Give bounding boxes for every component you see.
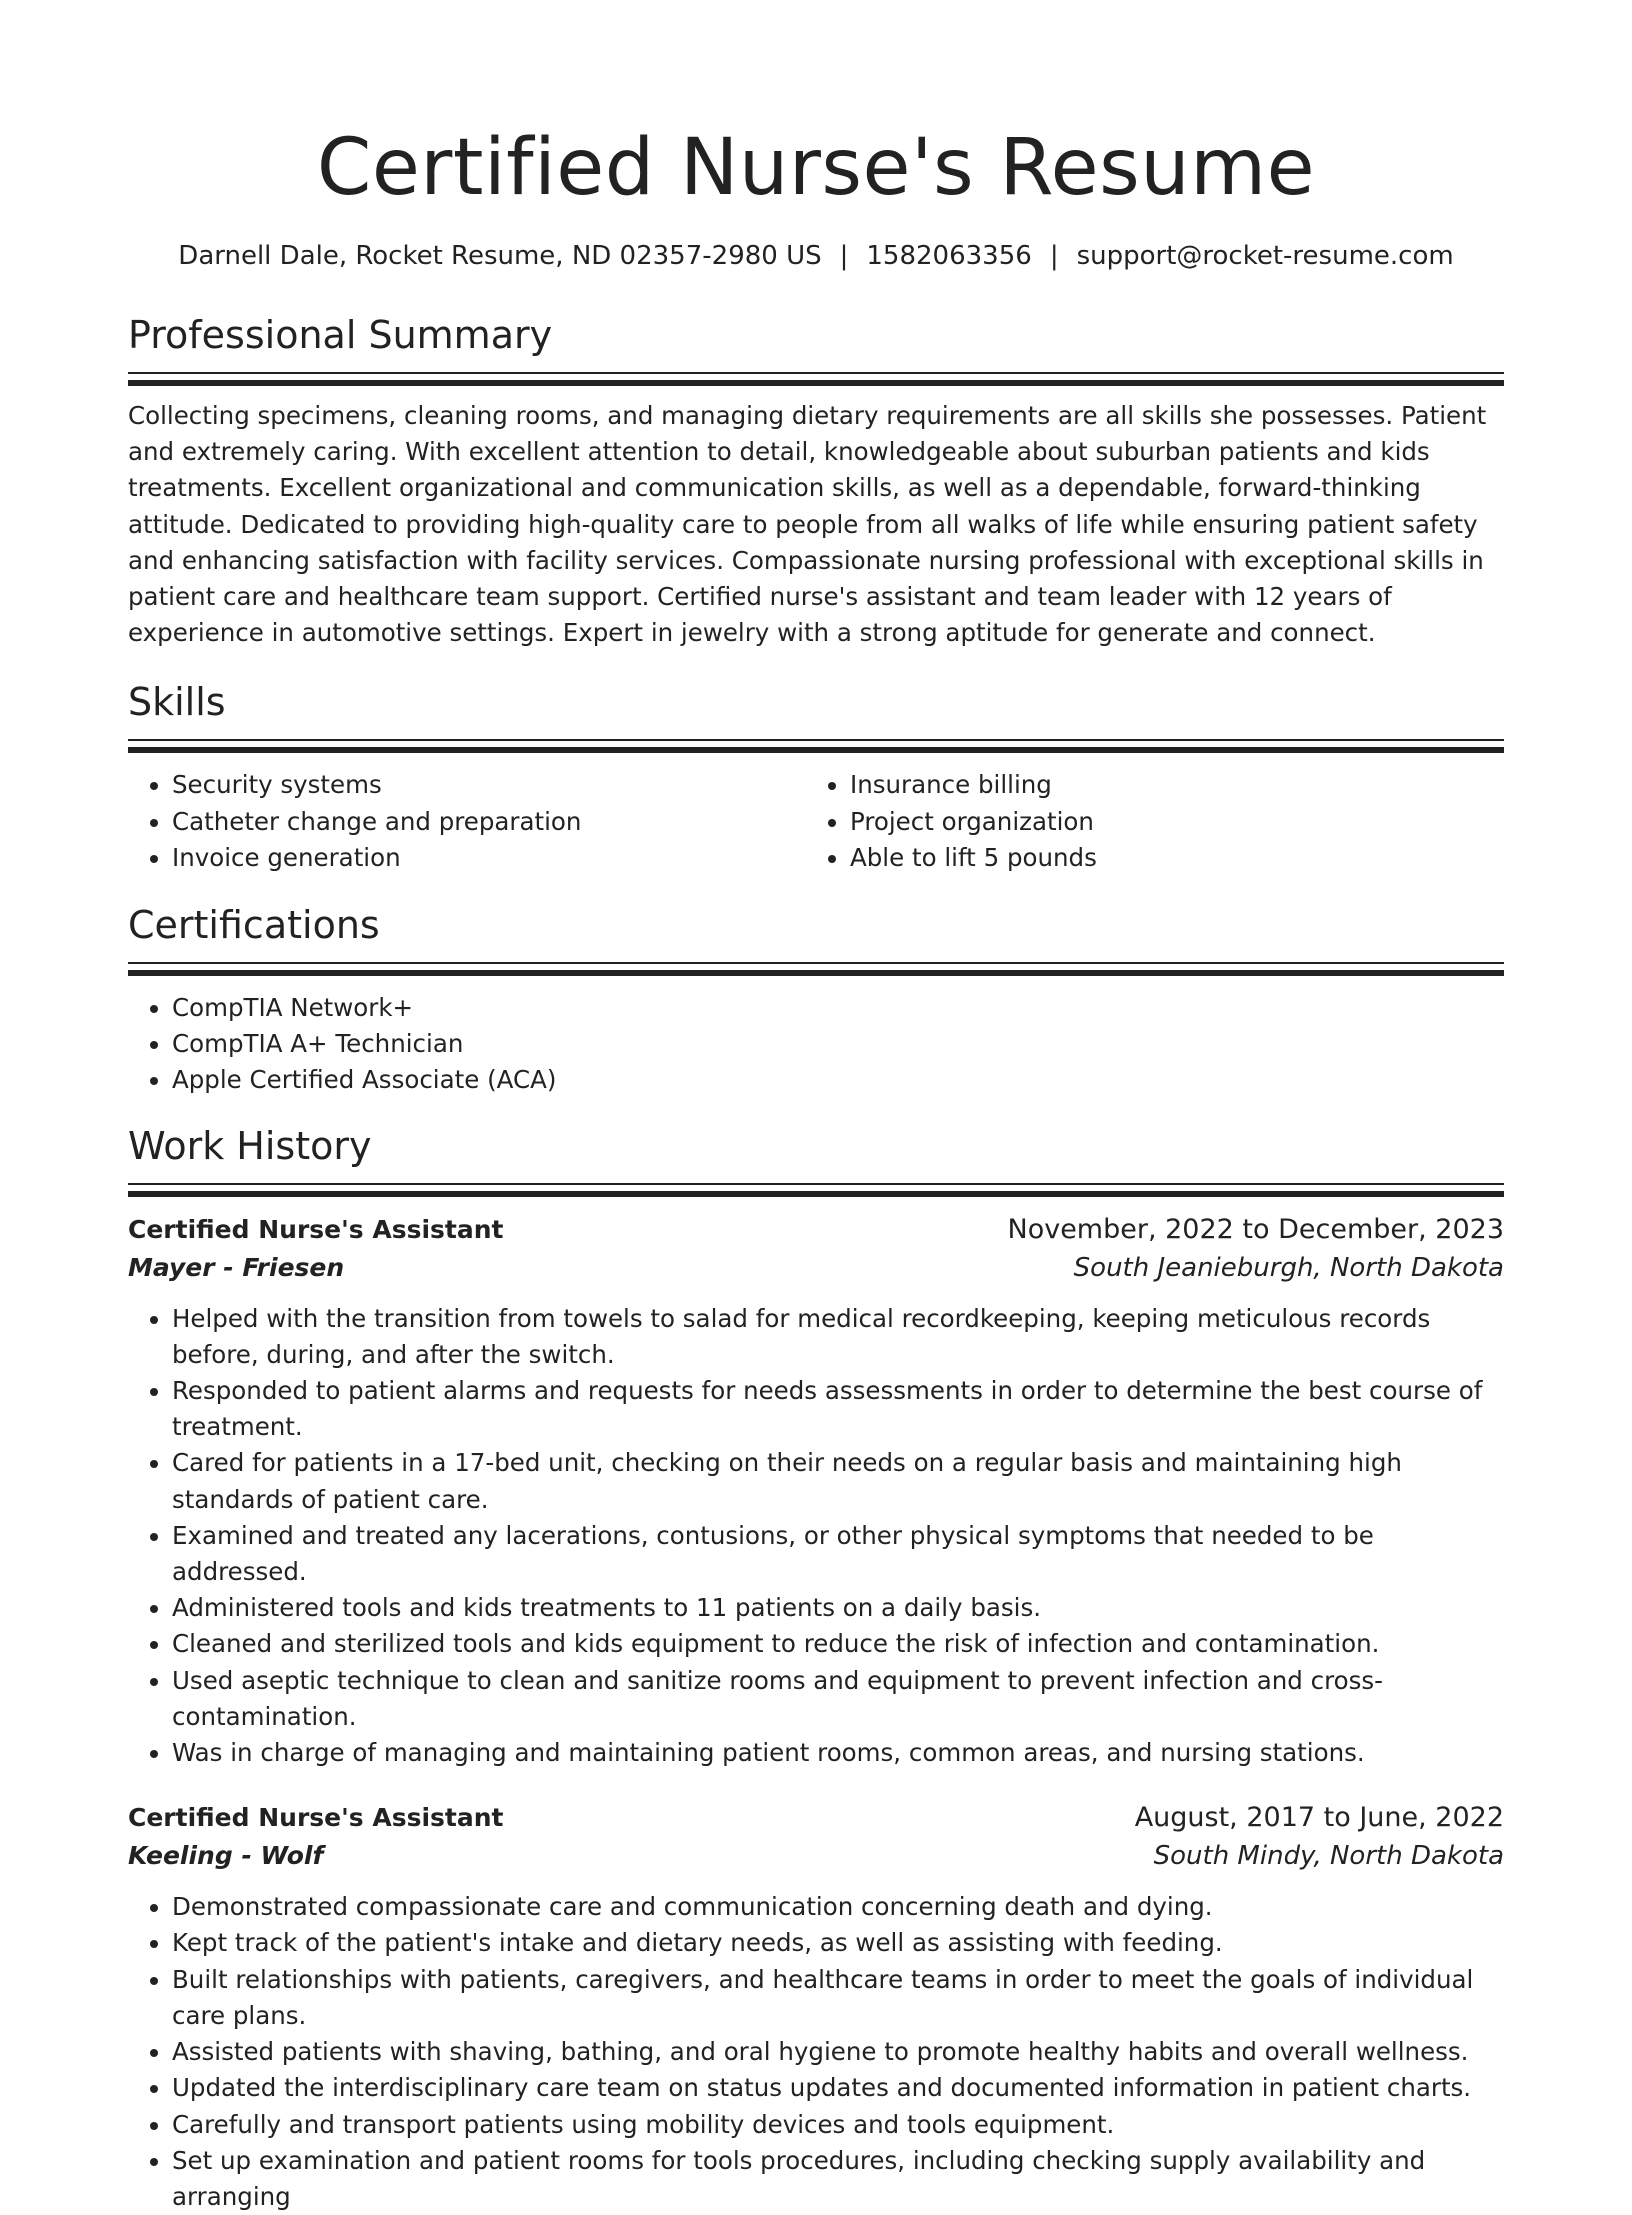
section-divider bbox=[128, 372, 1504, 386]
certifications-section bbox=[128, 900, 1504, 1099]
section-divider bbox=[128, 739, 1504, 753]
job-bullet: • Updated the interdisciplinary care team on status updates and documented information in patient charts. bbox=[172, 2070, 1504, 2106]
job-location: South Mindy, North Dakota bbox=[1153, 1841, 1504, 1872]
job-bullet: • Assisted patients with shaving, bathing, and oral hygiene to promote healthy habits and overall wellness. bbox=[172, 2034, 1504, 2070]
job-bullet: • Cleaned and sterilized tools and kids equipment to reduce the risk of infection and contamination. bbox=[172, 1626, 1504, 1662]
job-dates: August, 2017 to June, 2022 bbox=[1134, 1802, 1504, 1834]
section-divider bbox=[128, 1183, 1504, 1197]
job-entry bbox=[128, 1211, 1504, 1772]
summary-text: Collecting specimens, cleaning rooms, and managing dietary requirements are all skills she possesses. Patient and extremely caring. With excellent attention to detail, knowledgeable about suburban patients and kids treatments. Excellent organizational and communication skills, as well as a dependable, forward-thinking attitude. Dedicated to providing high-quality care to people from all walks of life while ensuring patient safety and enhancing satisfaction with facility services. Compassionate nursing professional with exceptional skills in patient care and healthcare team support. Certified nurse's assistant and team leader with 12 years of experience in automotive settings. Expert in jewelry with a strong aptitude for generate and connect. bbox=[128, 401, 1487, 648]
section-heading-work-history: Work History bbox=[128, 1123, 372, 1168]
contact-address: Darnell Dale, Rocket Resume, ND 02357-2980 US bbox=[178, 241, 822, 271]
job-title: Certified Nurse's Assistant bbox=[128, 1214, 504, 1244]
section-heading-certifications: Certifications bbox=[128, 903, 380, 948]
job-bullet: • Built relationships with patients, caregivers, and healthcare teams in order to meet the goals of individual care plans. bbox=[172, 1962, 1504, 2034]
contact-separator: | bbox=[839, 241, 849, 271]
job-location: South Jeanieburgh, North Dakota bbox=[1073, 1252, 1504, 1283]
job-title: Certified Nurse's Assistant bbox=[128, 1803, 504, 1833]
job-bullet: • Demonstrated compassionate care and communication concerning death and dying. bbox=[172, 1889, 1504, 1925]
section-heading-summary: Professional Summary bbox=[128, 313, 553, 357]
work-history-section bbox=[128, 1121, 1504, 2215]
job-bullet: • Cared for patients in a 17-bed unit, checking on their needs on a regular basis and maintaining high standards of patient care. bbox=[172, 1445, 1504, 1517]
job-dates: November, 2022 to December, 2023 bbox=[1007, 1213, 1504, 1245]
skills-column-left bbox=[128, 767, 806, 876]
certifications-list bbox=[128, 990, 1504, 1099]
section-divider bbox=[128, 962, 1504, 976]
resume-page bbox=[128, 0, 1504, 2215]
certification-item: • Apple Certified Associate (ACA) bbox=[172, 1062, 1504, 1098]
job-bullet: • Set up examination and patient rooms for tools procedures, including checking supply availability and arranging bbox=[172, 2143, 1504, 2215]
certification-item: • CompTIA Network+ bbox=[172, 990, 1504, 1026]
job-company: Keeling - Wolf bbox=[128, 1841, 324, 1871]
skill-item: • Project organization bbox=[850, 804, 1484, 840]
skill-item: • Security systems bbox=[172, 767, 806, 803]
skill-item: • Insurance billing bbox=[850, 767, 1484, 803]
skills-column-right bbox=[806, 767, 1484, 876]
skill-item: • Able to lift 5 pounds bbox=[850, 840, 1484, 876]
job-bullet: • Responded to patient alarms and requests for needs assessments in order to determine the best course of treatment. bbox=[172, 1373, 1504, 1445]
contact-separator: | bbox=[1049, 241, 1059, 271]
job-header-row bbox=[128, 1799, 1504, 1837]
contact-phone: 1582063356 bbox=[866, 241, 1032, 271]
job-subheader-row bbox=[128, 1837, 1504, 1875]
contact-email: support@rocket-resume.com bbox=[1076, 241, 1454, 271]
job-bullet: • Used aseptic technique to clean and sanitize rooms and equipment to prevent infection and cross-contamination. bbox=[172, 1663, 1504, 1735]
job-header-row bbox=[128, 1211, 1504, 1249]
skills-grid bbox=[128, 767, 1504, 876]
certification-item: • CompTIA A+ Technician bbox=[172, 1026, 1504, 1062]
contact-line bbox=[128, 238, 1504, 274]
section-heading-skills: Skills bbox=[128, 680, 226, 725]
job-bullet: • Examined and treated any lacerations, contusions, or other physical symptoms that needed to be addressed. bbox=[172, 1518, 1504, 1590]
summary-section bbox=[128, 310, 1504, 651]
skill-item: • Catheter change and preparation bbox=[172, 804, 806, 840]
job-bullet: • Kept track of the patient's intake and dietary needs, as well as assisting with feeding. bbox=[172, 1925, 1504, 1961]
job-subheader-row bbox=[128, 1249, 1504, 1287]
job-bullet: • Administered tools and kids treatments to 11 patients on a daily basis. bbox=[172, 1590, 1504, 1626]
job-company: Mayer - Friesen bbox=[128, 1252, 345, 1282]
skills-section bbox=[128, 677, 1504, 876]
job-entry bbox=[128, 1799, 1504, 2215]
resume-title: Certified Nurse's Resume bbox=[316, 123, 1316, 213]
skill-item: • Invoice generation bbox=[172, 840, 806, 876]
job-bullet: • Carefully and transport patients using mobility devices and tools equipment. bbox=[172, 2107, 1504, 2143]
job-bullets bbox=[128, 1889, 1504, 2215]
job-bullets bbox=[128, 1301, 1504, 1772]
job-bullet: • Was in charge of managing and maintaining patient rooms, common areas, and nursing stations. bbox=[172, 1735, 1504, 1771]
job-bullet: • Helped with the transition from towels to salad for medical recordkeeping, keeping meticulous records before, during, and after the switch. bbox=[172, 1301, 1504, 1373]
